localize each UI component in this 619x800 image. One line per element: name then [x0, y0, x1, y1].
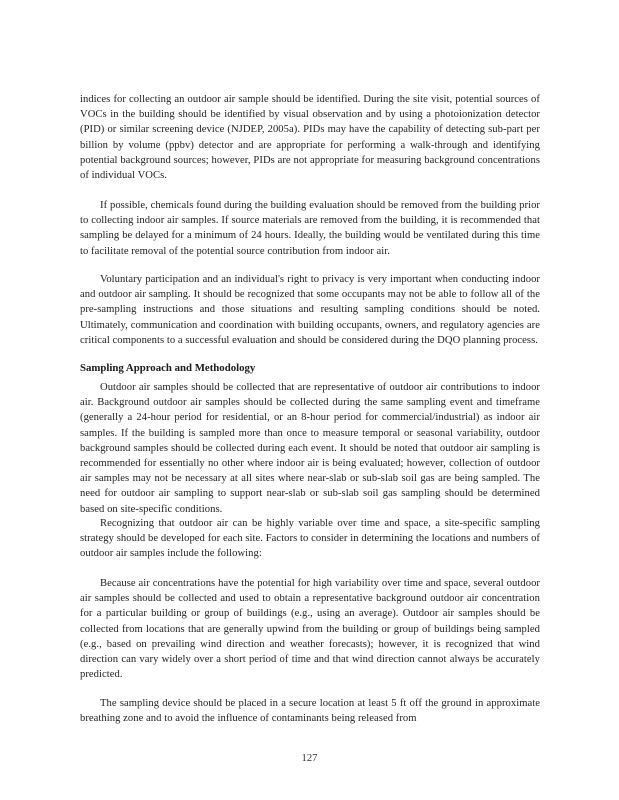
section-heading: Sampling Approach and Methodology [80, 362, 256, 374]
page-number: 127 [301, 753, 318, 764]
paragraph-site-visit: indices for collecting an outdoor air sample should be identified. During the site visit, potential sources of VOCs in the building should be identified by visual observation and by using a photoionization detector (PID) or similar screening device (NJDEP, 2005a). PIDs may have the capability of detecting sub-part per billion by volume (ppbv) detector and are appropriate for performing a walk-through and identifying potential background sources; however, PIDs are not appropriate for measuring background concentrations of individual VOCs. [80, 94, 540, 182]
paragraph-sampling-device: The sampling device should be placed in a secure location at least 5 ft off the ground in approximate breathing zone and to avoid the influence of contaminants being released from [80, 698, 540, 725]
paragraph-site-specific-strategy: Recognizing that outdoor air can be highly variable over time and space, a site-specific sampling strategy should be developed for each site. Factors to consider in determining the locations and numbers of outdoor air samples include the following: [80, 518, 540, 560]
paragraph-air-variability: Because air concentrations have the potential for high variability over time and space, several outdoor air samples should be collected and used to obtain a representative background outdoor air concentration for a particular building or group of buildings (e.g., using an average). Outdoor air samples should be collected from locations that are generally upwind from the building or group of buildings being sampled (e.g., based on prevailing wind direction and weather forecasts); however, it is recognized that wind direction can vary widely over a short period of time and that wind direction cannot always be accurately predicted. [80, 578, 540, 681]
paragraph-outdoor-air-samples: Outdoor air samples should be collected that are representative of outdoor air contributions to indoor air. Background outdoor air samples should be collected during the same sampling event and timeframe (generally a 24-hour period for residential, or an 8-hour period for commercial/industrial) as indoor air samples. If the building is sampled more than once to measure temporal or seasonal variability, outdoor background samples should be collected during each event. It should be noted that outdoor air sampling is recommended for essentially no other where indoor air is being evaluated; however, collection of outdoor air samples may not be necessary at all sites where near-slab or sub-slab soil gas are being sampled. The need for outdoor air sampling to support near-slab or sub-slab soil gas sampling should be determined based on site-specific conditions. [80, 382, 540, 515]
paragraph-voluntary-participation: Voluntary participation and an individual's right to privacy is very important when conducting indoor and outdoor air sampling. It should be recognized that some occupants may not be able to follow all of the pre-sampling instructions and those situations and resulting sampling conditions should be noted. Ultimately, communication and coordination with building occupants, owners, and regulatory agencies are critical components to a successful evaluation and should be considered during the DQO planning process. [80, 274, 540, 346]
paragraph-chemical-removal: If possible, chemicals found during the building evaluation should be removed from the building prior to collecting indoor air samples. If source materials are removed from the building, it is recommended that sampling be delayed for a minimum of 24 hours. Ideally, the building would be ventilated during this time to facilitate removal of the potential source contribution from indoor air. [80, 200, 540, 257]
